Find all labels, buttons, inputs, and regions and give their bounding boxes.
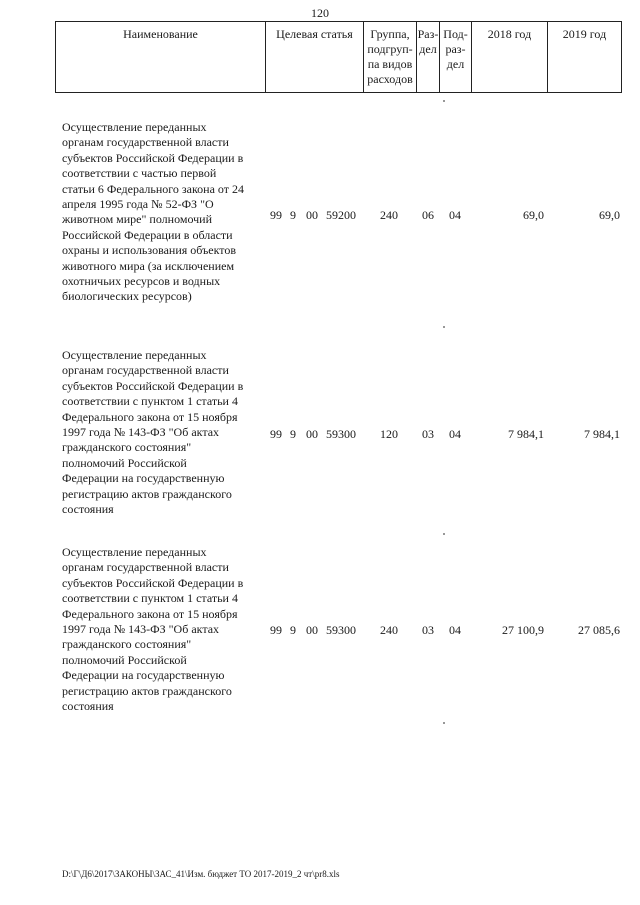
row-name-line: животного мира (за исключением: [62, 258, 235, 273]
subsection-code: 04: [449, 623, 461, 637]
header-group-line: расходов: [367, 72, 413, 86]
row-name-line: регистрацию актов гражданского: [62, 486, 232, 501]
subsection-code: 04: [449, 208, 461, 222]
row-name-line: состояния: [62, 699, 114, 714]
header-subsection-line: раз-: [445, 42, 466, 56]
header-year-2019: 2019 год: [562, 27, 607, 41]
header-target-article: Целевая статья: [266, 22, 364, 92]
target-article-part: 9: [290, 427, 296, 441]
row-name: [62, 545, 267, 714]
target-article-part: 99: [270, 208, 282, 222]
row-name-line: соответствии с пунктом 1 статьи 4: [62, 591, 238, 606]
header-subsection-line: дел: [446, 57, 465, 71]
row-name-line: Федерального закона от 15 ноября: [62, 409, 238, 424]
target-article-part: 00: [306, 623, 318, 637]
group-code: 120: [380, 427, 398, 441]
amount-2019: 69,0: [599, 208, 620, 222]
section-code: 03: [422, 623, 434, 637]
amount-2018: 27 100,9: [502, 623, 544, 637]
target-article-part: 99: [270, 623, 282, 637]
header-year-2018: 2018 год: [472, 22, 548, 92]
row-name-line: субъектов Российской Федерации в: [62, 378, 244, 393]
row-name: [62, 348, 267, 517]
row-name-line: Осуществление переданных: [62, 120, 207, 134]
row-name-line: Федерации на государственную: [62, 668, 225, 683]
target-article-part: 00: [306, 427, 318, 441]
header-group-line: подгруп-: [367, 42, 413, 56]
row-name-line: 1997 года № 143-ФЗ "Об актах: [62, 425, 220, 440]
scan-speck: [443, 326, 445, 328]
section-code: 03: [422, 427, 434, 441]
amount-2019: 7 984,1: [584, 427, 620, 441]
amount-2018: 7 984,1: [508, 427, 544, 441]
row-name-line: Федерации на государственную: [62, 471, 225, 486]
row-name-line: 1997 года № 143-ФЗ "Об актах: [62, 622, 220, 637]
row-name-line: статьи 6 Федерального закона от 24: [62, 181, 245, 196]
row-name-line: органам государственной власти: [62, 560, 229, 575]
row-name-line: охраны и использования объектов: [62, 243, 237, 258]
header-section-line: Раз-: [417, 27, 439, 41]
target-article-part: 59200: [326, 208, 356, 222]
row-name-line: органам государственной власти: [62, 135, 229, 150]
group-code: 240: [380, 623, 398, 637]
row-name: [62, 120, 267, 305]
row-name-line: Осуществление переданных: [62, 545, 207, 559]
amount-2018: 69,0: [523, 208, 544, 222]
row-name-line: гражданского состояния": [62, 440, 192, 455]
group-code: 240: [380, 208, 398, 222]
header-subsection-line: Под-: [443, 27, 468, 41]
header-group-line: Группа,: [370, 27, 410, 41]
page-number: 120: [311, 6, 329, 20]
scan-speck: [443, 722, 445, 724]
amount-2019: 27 085,6: [578, 623, 620, 637]
row-name-line: апреля 1995 года № 52-ФЗ "О: [62, 197, 214, 212]
target-article-part: 59300: [326, 623, 356, 637]
row-name-line: соответствии с пунктом 1 статьи 4: [62, 394, 238, 409]
subsection-code: 04: [449, 427, 461, 441]
header-section: [417, 22, 440, 92]
row-name-line: полномочий Российской: [62, 455, 187, 470]
row-name-line: животном мире" полномочий: [62, 212, 213, 227]
header-name: Наименование: [56, 22, 266, 92]
row-name-line: гражданского состояния": [62, 637, 192, 652]
scan-speck: [443, 100, 445, 102]
row-name-line: Российской Федерации в области: [62, 227, 233, 242]
row-name-line: Федерального закона от 15 ноября: [62, 606, 238, 621]
row-name-line: состояния: [62, 502, 114, 517]
target-article-part: 9: [290, 208, 296, 222]
row-name-line: субъектов Российской Федерации в: [62, 575, 244, 590]
header-group: [364, 22, 417, 92]
row-name-line: охотничьих ресурсов и водных: [62, 274, 221, 289]
row-name-line: органам государственной власти: [62, 363, 229, 378]
header-group-line: па видов: [367, 57, 413, 71]
row-name-line: регистрацию актов гражданского: [62, 683, 232, 698]
header-section-line: дел: [419, 42, 437, 56]
section-code: 06: [422, 208, 434, 222]
row-name-line: полномочий Российской: [62, 652, 187, 667]
row-name-line: Осуществление переданных: [62, 348, 207, 362]
scan-speck: [443, 533, 445, 535]
target-article-part: 00: [306, 208, 318, 222]
file-path-footer: D:\Г\Д6\2017\ЗАКОНЫ\ЗАС_41\Изм. бюджет ТО 2017-2019_2 чт\pr8.xls: [62, 869, 340, 879]
table-header: [55, 21, 622, 93]
target-article-part: 9: [290, 623, 296, 637]
target-article-part: 99: [270, 427, 282, 441]
target-article-part: 59300: [326, 427, 356, 441]
header-subsection: [440, 22, 472, 92]
row-name-line: биологических ресурсов): [62, 289, 192, 304]
row-name-line: соответствии с частью первой: [62, 166, 217, 181]
row-name-line: субъектов Российской Федерации в: [62, 150, 244, 165]
